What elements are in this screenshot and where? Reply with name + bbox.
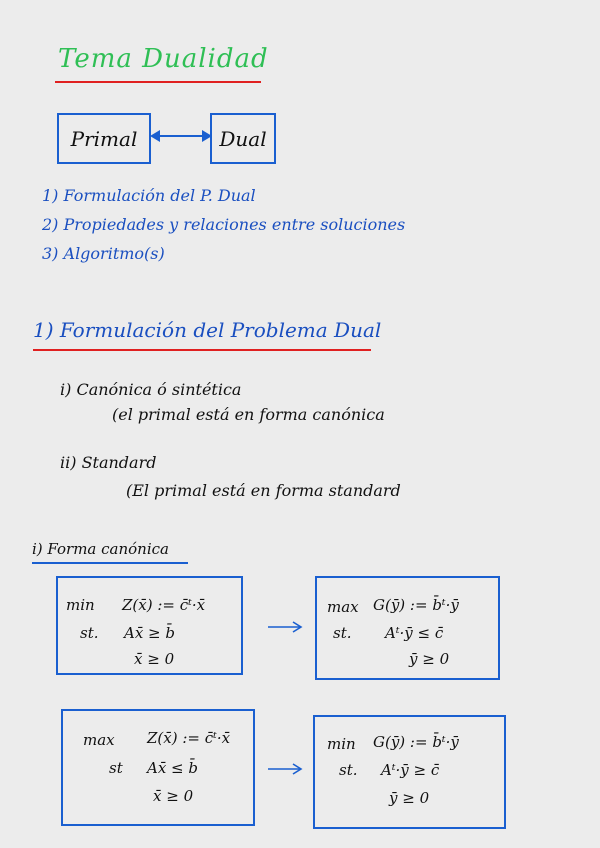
objective-keyword: max: [327, 598, 359, 616]
constraint: Aᵗ·ȳ ≥ c̄: [381, 761, 440, 779]
dual-label: Dual: [219, 126, 267, 151]
form-canonical: i) Canónica ó sintética: [60, 380, 242, 399]
dual-box: [210, 113, 276, 164]
form-standard: ii) Standard: [60, 453, 157, 472]
objective-keyword: max: [83, 731, 115, 749]
objective-function: Z(x̄) := c̄ᵗ·x̄: [147, 729, 231, 747]
primal-max-model-box: [61, 709, 255, 826]
page-title: Tema Dualidad: [58, 44, 269, 74]
objective-keyword: min: [327, 735, 356, 753]
subheading-canonical: i) Forma canónica: [32, 540, 169, 558]
outline-item: 1) Formulación del P. Dual: [42, 186, 256, 205]
subject-to-label: st.: [333, 624, 352, 642]
section-heading: 1) Formulación del Problema Dual: [33, 318, 382, 342]
constraint: Ax̄ ≤ b̄: [147, 759, 198, 777]
primal-label: Primal: [70, 126, 138, 151]
objective-function: Z(x̄) := c̄ᵗ·x̄: [122, 596, 206, 614]
nonnegativity-constraint: x̄ ≥ 0: [153, 787, 194, 805]
objective-function: G(ȳ) := b̄ᵗ·ȳ: [373, 733, 459, 751]
dual-max-model-box: [315, 576, 500, 680]
title-underline: [55, 81, 261, 83]
primal-box: [57, 113, 151, 164]
primal-min-model-box: [56, 576, 243, 675]
outline-item: 3) Algoritmo(s): [42, 244, 165, 263]
nonnegativity-constraint: ȳ ≥ 0: [409, 650, 450, 668]
constraint: Aᵗ·ȳ ≤ c̄: [385, 624, 444, 642]
arrow-right-icon: [266, 619, 304, 635]
outline-item: 2) Propiedades y relaciones entre soluciones: [42, 215, 406, 234]
arrow-right-icon: [266, 761, 304, 777]
nonnegativity-constraint: ȳ ≥ 0: [389, 789, 430, 807]
constraint: Ax̄ ≥ b̄: [124, 624, 175, 642]
section-underline: [33, 349, 371, 351]
subject-to-label: st: [109, 759, 123, 777]
objective-keyword: min: [66, 596, 95, 614]
subject-to-label: st.: [80, 624, 99, 642]
double-arrow-icon: [148, 124, 214, 148]
form-standard-note: (El primal está en forma standard: [126, 481, 401, 500]
subject-to-label: st.: [339, 761, 358, 779]
subheading-underline: [32, 562, 188, 564]
form-canonical-note: (el primal está en forma canónica: [112, 405, 385, 424]
dual-min-model-box: [313, 715, 506, 829]
nonnegativity-constraint: x̄ ≥ 0: [134, 650, 175, 668]
objective-function: G(ȳ) := b̄ᵗ·ȳ: [373, 596, 459, 614]
